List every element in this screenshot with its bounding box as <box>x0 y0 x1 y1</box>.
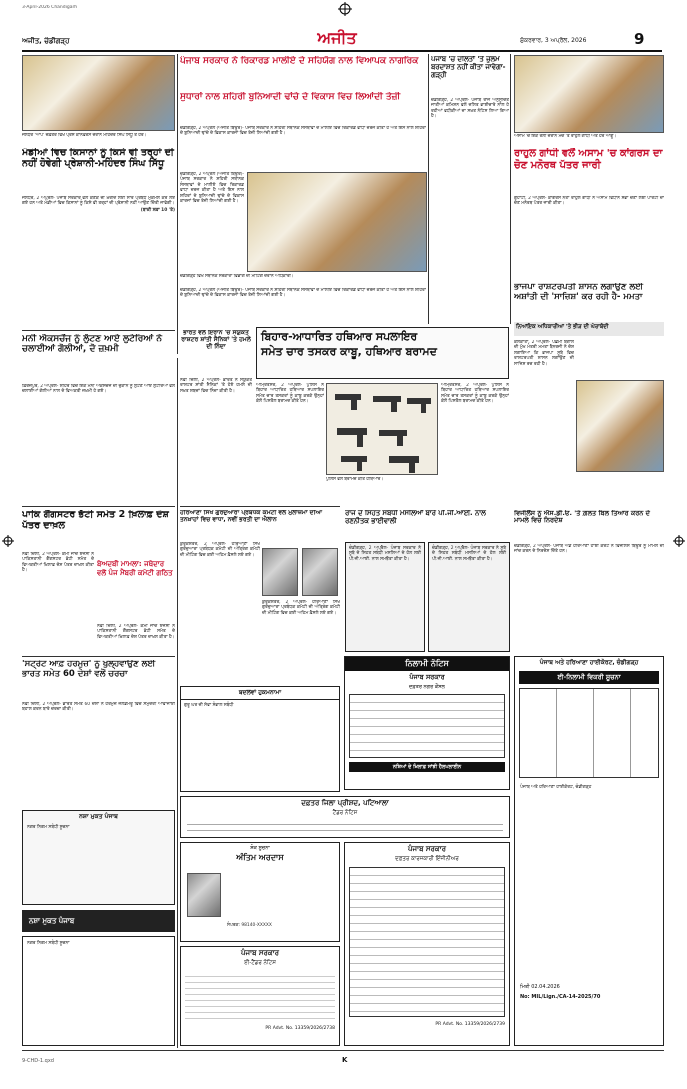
hc-text: ਪੰਜਾਬ ਅਤੇ ਹਰਿਆਣਾ ਹਾਈਕੋਰਟ, ਚੰਡੀਗੜ੍ਹ <box>520 785 592 790</box>
bihar-headline-box <box>256 327 509 379</box>
sarkar3-title: ਪੰਜਾਬ ਸਰਕਾਰ <box>407 845 446 853</box>
color-bar <box>520 1060 660 1066</box>
hormuz-headline: 'ਸਟ੍ਰੇਟ ਆਫ਼ ਹੋਰਮੁਜ਼' ਨੂੰ ਖੁਲ੍ਹਵਾਉਣ ਲਈ ਭਾਰਤ ਸਮੇਤ 60 ਦੇਸ਼ਾਂ ਵਲੋਂ ਚਰਚਾ <box>22 660 156 679</box>
obituary-phone: ਸੰਪਰਕ: 98140-XXXXX <box>227 923 272 928</box>
sarkar3-table <box>349 867 505 1017</box>
obituary-photo <box>187 873 221 917</box>
obituary-title: ਅੰਤਿਮ ਅਰਦਾਸ <box>236 853 284 862</box>
raj-ad-text: ਚੰਡੀਗੜ੍ਹ, 2 ਅਪ੍ਰੈਲ- ਪੰਜਾਬ ਸਰਕਾਰ ਨੇ ਸੂਬੇ ਦੇ ਸਿਹਤ ਸਬੰਧੀ ਮਸਲਿਆਂ ਦੇ ਹੱਲ ਲਈ ਪੀ.ਜੀ.ਆਈ. ਨਾਲ ਸਮਝੌਤਾ ਕੀਤਾ ਹੈ। <box>349 546 421 562</box>
bihar-body-col: ਅੰਮ੍ਰਿਤਸਰ, 2 ਅਪ੍ਰੈਲ- ਪੁਲਿਸ ਨੇ ਬਿਹਾਰ ਆਧਾਰਿਤ ਹਥਿਆਰ ਸਪਲਾਇਰ ਸਮੇਤ ਚਾਰ ਤਸਕਰਾਂ ਨੂੰ ਕਾਬੂ ਕਰਕੇ ਉਨ੍ਹਾਂ ਕੋਲੋਂ ਪਿਸਤੌਲ ਬਰਾਮਦ ਕੀਤੇ ਹਨ। <box>441 383 509 405</box>
section-rule <box>22 656 175 657</box>
color-bar <box>60 1060 200 1066</box>
sarkar2-lines <box>185 971 335 1021</box>
mandi-continued[interactable]: (ਬਾਕੀ ਸਫ਼ਾ 10 'ਤੇ) <box>140 207 175 213</box>
bihar-body: ਅੰਮ੍ਰਿਤਸਰ, 2 ਅਪ੍ਰੈਲ- ਪੁਲਿਸ ਨੇ ਬਿਹਾਰ ਆਧਾਰਿਤ ਹਥਿਆਰ ਸਪਲਾਇਰ ਸਮੇਤ ਚਾਰ ਤਸਕਰਾਂ ਨੂੰ ਕਾਬੂ ਕਰਕੇ ਉਨ੍ਹਾਂ ਕੋਲੋਂ ਪਿਸਤੌਲ ਬਰਾਮਦ ਕੀਤੇ ਹਨ। <box>256 383 324 405</box>
sarkar2-title: ਪੰਜਾਬ ਸਰਕਾਰ <box>240 949 279 957</box>
sarkar2-ad <box>180 946 340 1046</box>
nilami-helpline: ਨਸ਼ਿਆਂ ਦੇ ਖ਼ਿਲਾਫ਼ ਸਾਂਝੀ ਹੈਲਪਲਾਈਨ <box>349 762 505 772</box>
registration-mark-icon <box>338 2 352 16</box>
left-banner-ad <box>22 910 175 932</box>
hsgmc-body-col: ਕੁਰੂਕਸ਼ੇਤਰ, 2 ਅਪ੍ਰੈਲ- ਹਰਿਆਣਾ ਸਿੱਖ ਗੁਰਦੁਆਰਾ ਪ੍ਰਬੰਧਕ ਕਮੇਟੀ ਦੀ ਅੰਤ੍ਰਿੰਗ ਕਮੇਟੀ ਦੀ ਮੀਟਿੰਗ ਵਿਚ ਕਈ ਅਹਿਮ ਫ਼ੈਸਲੇ ਲਏ ਗਏ। <box>262 600 340 616</box>
mandi-headline: ਮੰਡੀਆਂ ਵਿਚ ਕਿਸਾਨਾਂ ਨੂੰ ਕਿਸੇ ਵੀ ਤਰ੍ਹਾਂ ਦੀ ਨਹੀਂ ਹੋਵੇਗੀ ਪ੍ਰੇਸ਼ਾਨੀ-ਮਹਿੰਦਰ ਸਿੰਘ ਸਿੱਧੂ <box>22 148 174 169</box>
bjp-body: ਕੋਲਕਾਤਾ, 2 ਅਪ੍ਰੈਲ- ਪੱਛਮੀ ਬੰਗਾਲ ਦੀ ਮੁੱਖ ਮੰਤਰੀ ਮਮਤਾ ਬੈਨਰਜੀ ਨੇ ਦੋਸ਼ ਲਗਾਇਆ ਕਿ ਭਾਜਪਾ ਸੂਬੇ ਵਿਚ ਰਾਸ਼ਟਰਪਤੀ ਸ਼ਾਸਨ ਲਗਾਉਣ ਦੀ ਸਾਜ਼ਿਸ਼ ਰਚ ਰਹੀ ਹੈ। <box>514 340 574 367</box>
mandi-photo <box>22 55 175 131</box>
column-rule <box>510 54 511 324</box>
hc-title: ਪੰਜਾਬ ਅਤੇ ਹਰਿਆਣਾ ਹਾਈਕੋਰਟ, ਚੰਡੀਗੜ੍ਹ <box>539 659 639 666</box>
dalit-headline: ਪੰਜਾਬ 'ਚ ਦਲਿਤਾਂ 'ਤੇ ਜ਼ੁਲਮ ਬਰਦਾਸ਼ਤ ਨਹੀਂ ਕੀਤਾ ਜਾਵੇਗਾ-ਗੜ੍ਹੀ <box>431 56 506 79</box>
registration-mark-icon <box>2 535 14 547</box>
lead-body: ਚੰਡੀਗੜ੍ਹ, 2 ਅਪ੍ਰੈਲ (ਅਜੀਤ ਬਿਊਰੋ)- ਪੰਜਾਬ ਸਰਕਾਰ ਨੇ ਸ਼ਹਿਰੀ ਸਥਾਨਕ ਸੰਸਥਾਵਾਂ ਦੇ ਮਾਲੀਏ ਵਿਚ ਰਿਕਾਰਡ ਵਾਧਾ ਦਰਜ ਕੀਤਾ ਹੈ ਅਤੇ ਇਸ ਨਾਲ ਸ਼ਹਿਰਾਂ ਦੇ ਬੁਨਿਆਦੀ ਢਾਂਚੇ ਦੇ ਵਿਕਾਸ ਕਾਰਜਾਂ ਵਿਚ ਤੇਜ਼ੀ ਲਿਆਂਦੀ ਗਈ ਹੈ। <box>180 126 426 137</box>
hukam-title: ਬਦਲਵਾਂ ਹੁਕਮਨਾਮਾ <box>181 687 339 700</box>
mandi-body-text: ਜਲੰਧਰ, 2 ਅਪ੍ਰੈਲ- ਪੰਜਾਬ ਸਰਕਾਰ ਵਲੋਂ ਕਣਕ ਦੀ ਖ਼ਰੀਦ ਲਈ ਸਾਰੇ ਪ੍ਰਬੰਧ ਮੁਕੰਮਲ ਕਰ ਲਏ ਗਏ ਹਨ ਅਤੇ ਮੰਡੀਆਂ ਵਿਚ ਕਿਸਾਨਾਂ ਨੂੰ ਕਿਸੇ ਵੀ ਤਰ੍ਹਾਂ ਦੀ ਪ੍ਰੇਸ਼ਾਨੀ ਨਹੀਂ ਆਉਣ ਦਿੱਤੀ ਜਾਵੇਗੀ। <box>22 196 175 207</box>
nilami-title: ਨਿਲਾਮੀ ਨੋਟਿਸ <box>345 657 509 671</box>
bihar-caption: ਪੁਲਿਸ ਵਲੋਂ ਬਰਾਮਦ ਕੀਤੇ ਹਥਿਆਰ। <box>326 477 384 482</box>
rahul-rally-photo <box>514 55 664 133</box>
nilami-office: ਦਫ਼ਤਰ ਨਗਰ ਕੌਂਸਲ <box>409 684 445 690</box>
jal-tender <box>180 796 510 838</box>
mamata-photo <box>576 380 664 472</box>
nilami-table <box>349 694 505 758</box>
jal-table <box>187 819 503 831</box>
footer-mark: K <box>342 1056 348 1064</box>
hc-footer: No: MIL/Lign./CA-14-2025/70 <box>520 994 601 1000</box>
masthead: ਅਜੀਤ <box>317 28 357 47</box>
page-number: 9 <box>634 30 645 48</box>
header-date: ਸ਼ੁੱਕਰਵਾਰ, 3 ਅਪ੍ਰੈਲ, 2026 <box>520 37 587 44</box>
section-rule <box>22 506 175 507</box>
lead-headline-line-1: ਪੰਜਾਬ ਸਰਕਾਰ ਨੇ ਰਿਕਾਰਡ ਮਾਲੀਏ ਦੇ ਸਹਿਯੋਗ ਨਾਲ ਵਿਆਪਕ ਨਾਗਰਿਕ <box>180 56 419 66</box>
hsgmc-body: ਕੁਰੂਕਸ਼ੇਤਰ, 2 ਅਪ੍ਰੈਲ- ਹਰਿਆਣਾ ਸਿੱਖ ਗੁਰਦੁਆਰਾ ਪ੍ਰਬੰਧਕ ਕਮੇਟੀ ਦੀ ਅੰਤ੍ਰਿੰਗ ਕਮੇਟੀ ਦੀ ਮੀਟਿੰਗ ਵਿਚ ਕਈ ਅਹਿਮ ਫ਼ੈਸਲੇ ਲਏ ਗਏ। <box>180 542 260 558</box>
portrait-photo <box>302 548 338 596</box>
rahul-headline: ਰਾਹੁਲ ਗਾਂਧੀ ਵਲੋਂ ਅਸਾਮ 'ਚ ਕਾਂਗਰਸ ਦਾ ਚੋਣ ਮਨੋਰਥ ਪੱਤਰ ਜਾਰੀ <box>514 148 663 171</box>
portrait-photo <box>262 548 298 596</box>
left-banner-text: ਨਸ਼ਾ ਮੁਕਤ ਪੰਜਾਬ <box>29 917 75 925</box>
obituary-ad <box>180 842 340 942</box>
registration-mark-icon <box>673 535 685 547</box>
rahul-caption: ਅਸਾਮ 'ਚ ਇਕ ਰੈਲੀ ਦੌਰਾਨ ਮੰਚ 'ਤੇ ਰਾਹੁਲ ਗਾਂਧੀ ਅਤੇ ਹੋਰ ਆਗੂ। <box>514 134 617 139</box>
lead-body-col: ਚੰਡੀਗੜ੍ਹ, 2 ਅਪ੍ਰੈਲ (ਅਜੀਤ ਬਿਊਰੋ)- ਪੰਜਾਬ ਸਰਕਾਰ ਨੇ ਸ਼ਹਿਰੀ ਸਥਾਨਕ ਸੰਸਥਾਵਾਂ ਦੇ ਮਾਲੀਏ ਵਿਚ ਰਿਕਾਰਡ ਵਾਧਾ ਦਰਜ ਕੀਤਾ ਹੈ ਅਤੇ ਇਸ ਨਾਲ ਸ਼ਹਿਰਾਂ ਦੇ ਬੁਨਿਆਦੀ ਢਾਂਚੇ ਦੇ ਵਿਕਾਸ ਕਾਰਜਾਂ ਵਿਚ ਤੇਜ਼ੀ ਲਿਆਂਦੀ ਗਈ ਹੈ। <box>180 172 244 205</box>
hukam-box <box>180 686 340 792</box>
tenders-left-title: ਨਸ਼ਾ ਮੁਕਤ ਪੰਜਾਬ <box>79 813 118 820</box>
column-rule <box>177 54 178 354</box>
bihar-headline-line-2: ਸਮੇਤ ਚਾਰ ਤਸਕਰ ਕਾਬੂ, ਹਥਿਆਰ ਬਰਾਮਦ <box>261 344 437 358</box>
raj-ad-1 <box>345 542 425 652</box>
vigilance-body: ਚੰਡੀਗੜ੍ਹ, 2 ਅਪ੍ਰੈਲ- ਪੰਜਾਬ ਐਂਡ ਹਰਿਆਣਾ ਹਾਈ ਕੋਰਟ ਨੇ ਵਿਜੀਲੈਂਸ ਬਿਊਰੋ ਨੂੰ ਮਾਮਲੇ ਦੀ ਜਾਂਚ ਕਰਨ ਦੇ ਨਿਰਦੇਸ਼ ਦਿੱਤੇ ਹਨ। <box>514 544 664 555</box>
lead-meeting-photo <box>247 172 427 272</box>
jal-subtitle: ਟੈਂਡਰ ਨੋਟਿਸ <box>332 810 358 816</box>
section-rule <box>22 330 175 331</box>
bharat-headline: ਭਾਰਤ ਵਲੋਂ ਇਰਾਨ 'ਚ ਸੰਯੁਕਤ ਰਾਸ਼ਟਰ ਸ਼ਾਂਤੀ ਸੈਨਿਕਾਂ 'ਤੇ ਹਮਲੇ ਦੀ ਨਿੰਦਾ <box>181 330 251 350</box>
lead-caption: ਚੰਡੀਗੜ੍ਹ ਵਿਖੇ ਸਥਾਨਕ ਸਰਕਾਰਾਂ ਵਿਭਾਗ ਦੀ ਮੀਟਿੰਗ ਦੌਰਾਨ ਅਧਿਕਾਰੀ। <box>180 274 294 279</box>
raj-ad-text-2: ਚੰਡੀਗੜ੍ਹ, 2 ਅਪ੍ਰੈਲ- ਪੰਜਾਬ ਸਰਕਾਰ ਨੇ ਸੂਬੇ ਦੇ ਸਿਹਤ ਸਬੰਧੀ ਮਸਲਿਆਂ ਦੇ ਹੱਲ ਲਈ ਪੀ.ਜੀ.ਆਈ. ਨਾਲ ਸਮਝੌਤਾ ਕੀਤਾ ਹੈ। <box>432 546 506 562</box>
footer-code: 9-CHD-1.qxd <box>22 1058 54 1064</box>
mandi-caption: ਜਲੰਧਰ 'ਆਪ' ਦਫ਼ਤਰ ਵਿਖੇ ਪ੍ਰੈੱਸ ਕਾਨਫ਼ਰੰਸ ਦੌਰਾਨ ਮਹਿੰਦਰ ਸਿੰਘ ਸਿੱਧੂ ਤੇ ਹੋਰ। <box>22 133 147 138</box>
money-body: ਫ਼ਿਰੋਜ਼ਪੁਰ, 2 ਅਪ੍ਰੈਲ- ਸ਼ਹਿਰ ਵਿਚ ਇਕ ਮਨੀ ਐਕਸਚੇਂਜ ਦੀ ਦੁਕਾਨ ਨੂੰ ਲੁੱਟਣ ਆਏ ਲੁਟੇਰਿਆਂ ਵਲੋਂ ਚਲਾਈਆਂ ਗੋਲੀਆਂ ਨਾਲ ਦੋ ਵਿਅਕਤੀ ਜ਼ਖ਼ਮੀ ਹੋ ਗਏ। <box>22 384 175 395</box>
header-rule <box>22 50 662 52</box>
sarkar2-subtitle: ਈ-ਟੈਂਡਰ ਨੋਟਿਸ <box>244 960 276 966</box>
column-rule <box>177 358 178 1048</box>
print-slug: 3-April-2026 Chandigarh <box>22 5 78 10</box>
nilami-subtitle: ਪੰਜਾਬ ਸਰਕਾਰ <box>409 673 445 681</box>
bihar-headline-line-1: ਬਿਹਾਰ-ਆਧਾਰਿਤ ਹਥਿਆਰ ਸਪਲਾਇਰ <box>261 330 418 343</box>
lead-body-cont: ਚੰਡੀਗੜ੍ਹ, 2 ਅਪ੍ਰੈਲ (ਅਜੀਤ ਬਿਊਰੋ)- ਪੰਜਾਬ ਸਰਕਾਰ ਨੇ ਸ਼ਹਿਰੀ ਸਥਾਨਕ ਸੰਸਥਾਵਾਂ ਦੇ ਮਾਲੀਏ ਵਿਚ ਰਿਕਾਰਡ ਵਾਧਾ ਦਰਜ ਕੀਤਾ ਹੈ ਅਤੇ ਇਸ ਨਾਲ ਸ਼ਹਿਰਾਂ ਦੇ ਬੁਨਿਆਦੀ ਢਾਂਚੇ ਦੇ ਵਿਕਾਸ ਕਾਰਜਾਂ ਵਿਚ ਤੇਜ਼ੀ ਲਿਆਂਦੀ ਗਈ ਹੈ। <box>180 288 426 299</box>
left-bottom-ad <box>22 936 175 1046</box>
pak-headline: ਪਾਕਿ ਗੈਂਗਸਟਰ ਭੱਟੀ ਸਮੇਤ 2 ਖ਼ਿਲਾਫ਼ ਦੋਸ਼ ਪੱਤਰ ਦਾਖ਼ਲ <box>22 510 169 531</box>
sarkar2-footer: PR Advt. No. 13359/2026/2738 <box>265 1026 335 1031</box>
jal-title: ਦਫ਼ਤਰ ਜਿਲਾ ਪ੍ਰੀਸ਼ਦ, ਪਟਿਆਲਾ <box>301 799 389 807</box>
sarkar3-subtitle: ਦਫ਼ਤਰ ਕਾਰਜਕਾਰੀ ਇੰਜੀਨੀਅਰ <box>395 856 459 862</box>
bharat-body: ਨਵੀਂ ਦਿੱਲੀ, 2 ਅਪ੍ਰੈਲ- ਭਾਰਤ ਨੇ ਸੰਯੁਕਤ ਰਾਸ਼ਟਰ ਸ਼ਾਂਤੀ ਸੈਨਿਕਾਂ 'ਤੇ ਹੋਏ ਹਮਲੇ ਦੀ ਸਖ਼ਤ ਸ਼ਬਦਾਂ ਵਿਚ ਨਿੰਦਾ ਕੀਤੀ ਹੈ। <box>180 378 252 394</box>
section-rule <box>180 506 340 507</box>
hc-notice <box>514 656 664 1046</box>
sarkar3-footer: PR Advt. No. 13359/2026/2739 <box>435 1022 505 1027</box>
left-bottom-ad-text: ਨਗਰ ਨਿਗਮ ਸਬੰਧੀ ਸੂਚਨਾ <box>27 941 70 946</box>
dalit-body: ਚੰਡੀਗੜ੍ਹ, 2 ਅਪ੍ਰੈਲ- ਪੰਜਾਬ ਰਾਜ ਅਨੁਸੂਚਿਤ ਜਾਤੀਆਂ ਕਮਿਸ਼ਨ ਵਲੋਂ ਦਲਿਤ ਭਾਈਚਾਰੇ ਨਾਲ ਹੋ ਰਹੀਆਂ ਵਧੀਕੀਆਂ ਦਾ ਸਖ਼ਤ ਨੋਟਿਸ ਲਿਆ ਗਿਆ ਹੈ। <box>431 98 509 120</box>
bihar-weapons-photo <box>326 383 438 475</box>
hc-date: ਮਿਤੀ 02.04.2026 <box>520 984 560 990</box>
hormuz-body: ਨਵੀਂ ਦਿੱਲੀ, 2 ਅਪ੍ਰੈਲ- ਭਾਰਤ ਸਮੇਤ 60 ਦੇਸ਼ਾਂ ਨੇ ਹੋਰਮੁਜ਼ ਜਲਡਮਰੂ ਵਿਚ ਸਮੁੰਦਰੀ ਆਵਾਜਾਈ ਬਹਾਲ ਕਰਨ ਬਾਰੇ ਚਰਚਾ ਕੀਤੀ। <box>22 702 175 713</box>
tenders-left-ad <box>22 810 175 905</box>
bjp-headline: ਭਾਜਪਾ ਰਾਸ਼ਟਰਪਤੀ ਸ਼ਾਸਨ ਲਗਾਉਣ ਲਈ ਅਸ਼ਾਂਤੀ ਦੀ 'ਸਾਜ਼ਿਸ਼' ਕਰ ਰਹੀ ਹੈ- ਮਮਤਾ <box>514 283 643 302</box>
lead-headline-line-2: ਸੁਧਾਰਾਂ ਨਾਲ ਸ਼ਹਿਰੀ ਬੁਨਿਆਦੀ ਢਾਂਚੇ ਦੇ ਵਿਕਾਸ ਵਿਚ ਲਿਆਂਦੀ ਤੇਜ਼ੀ <box>180 92 401 102</box>
pak-inset: ਬੇਅਦਬੀ ਮਾਮਲਾ: ਜਥੇਦਾਰ ਵਲੋਂ ਪੰਜ ਮੈਂਬਰੀ ਕਮੇਟੀ ਗਠਿਤ <box>97 560 173 578</box>
raj-headline: ਰਾਜ ਦੇ ਸਿਹਤ ਸਬੰਧੀ ਮਸਲਿਆਂ ਬਾਰੇ ਪੀ.ਜੀ.ਆਈ. ਨਾਲ ਰਣਨੀਤਕ ਭਾਈਵਾਲੀ <box>345 510 486 525</box>
bjp-kicker: ਨਿਆਂਇਕ ਅਧਿਕਾਰੀਆਂ 'ਤੇ ਭੀੜ ਦੀ ਘੇਰਾਬੰਦੀ <box>514 322 664 336</box>
column-rule <box>428 54 429 324</box>
pak-body: ਨਵੀਂ ਦਿੱਲੀ, 2 ਅਪ੍ਰੈਲ- ਕੌਮੀ ਜਾਂਚ ਏਜੰਸੀ ਨੇ ਪਾਕਿਸਤਾਨੀ ਗੈਂਗਸਟਰ ਭੱਟੀ ਸਮੇਤ ਦੋ ਵਿਅਕਤੀਆਂ ਖ਼ਿਲਾਫ਼ ਦੋਸ਼ ਪੱਤਰ ਦਾਖ਼ਲ ਕੀਤਾ ਹੈ। <box>22 552 94 574</box>
sarkar3-ad <box>344 842 510 1046</box>
header-location: ਅਜੀਤ, ਚੰਡੀਗੜ੍ਹ <box>22 37 70 45</box>
vigilance-headline: ਵਿਜੀਲੈਂਸ ਨੂੰ ਐਸ.ਡੀ.ਓ. 'ਤੇ ਗ਼ਲਤ ਬਿਲ ਤਿਆਰ ਕਰਨ ਦੇ ਮਾਮਲੇ ਵਿਚ ਨਿਰਦੇਸ਼ <box>514 510 650 525</box>
raj-ad-2 <box>428 542 510 652</box>
rahul-body: ਗੁਹਾਟੀ, 2 ਅਪ੍ਰੈਲ- ਕਾਂਗਰਸ ਨੇਤਾ ਰਾਹੁਲ ਗਾਂਧੀ ਨੇ ਅਸਾਮ ਵਿਧਾਨ ਸਭਾ ਚੋਣਾਂ ਲਈ ਪਾਰਟੀ ਦਾ ਚੋਣ ਮਨੋਰਥ ਪੱਤਰ ਜਾਰੀ ਕੀਤਾ। <box>514 196 664 207</box>
nilami-notice <box>344 656 510 790</box>
pak-body-col: ਨਵੀਂ ਦਿੱਲੀ, 2 ਅਪ੍ਰੈਲ- ਕੌਮੀ ਜਾਂਚ ਏਜੰਸੀ ਨੇ ਪਾਕਿਸਤਾਨੀ ਗੈਂਗਸਟਰ ਭੱਟੀ ਸਮੇਤ ਦੋ ਵਿਅਕਤੀਆਂ ਖ਼ਿਲਾਫ਼ ਦੋਸ਼ ਪੱਤਰ ਦਾਖ਼ਲ ਕੀਤਾ ਹੈ। <box>97 624 175 640</box>
mandi-body <box>22 196 175 326</box>
tenders-left-line: ਨਗਰ ਨਿਗਮ ਸਬੰਧੀ ਸੂਚਨਾ <box>27 825 70 830</box>
hc-subtitle: ਈ-ਨਿਲਾਮੀ ਵਿਕਰੀ ਸੂਚਨਾ <box>519 671 659 684</box>
hsgmc-headline: ਹਰਿਆਣਾ ਸਿੱਖ ਗੁਰਦੁਆਰਾ ਪ੍ਰਬੰਧਕ ਕਮੇਟੀ ਵਲੋਂ ਮੁਲਾਜ਼ਮਾਂ ਦੀਆਂ ਤਨਖ਼ਾਹਾਂ ਵਿਚ ਵਾਧਾ, ਨਵੀਂ ਭਰਤੀ ਦਾ ਐਲਾਨ <box>180 510 322 523</box>
hukam-body: ਗੁਰੂ ਘਰ ਦੀ ਸੇਵਾ ਸੰਭਾਲ ਸਬੰਧੀ <box>184 703 234 708</box>
hc-table <box>519 688 659 778</box>
footer-rule <box>22 1050 664 1051</box>
money-headline: ਮਨੀ ਐਕਸਚੇਂਜ ਨੂੰ ਲੁੱਟਣ ਆਏ ਲੁਟੇਰਿਆਂ ਨੇ ਚਲਾਈਆਂ ਗੋਲੀਆਂ, ਦੋ ਜ਼ਖ਼ਮੀ <box>22 334 162 355</box>
obituary-notice: ਸ਼ੋਕ ਸੂਚਨਾ <box>250 845 270 851</box>
